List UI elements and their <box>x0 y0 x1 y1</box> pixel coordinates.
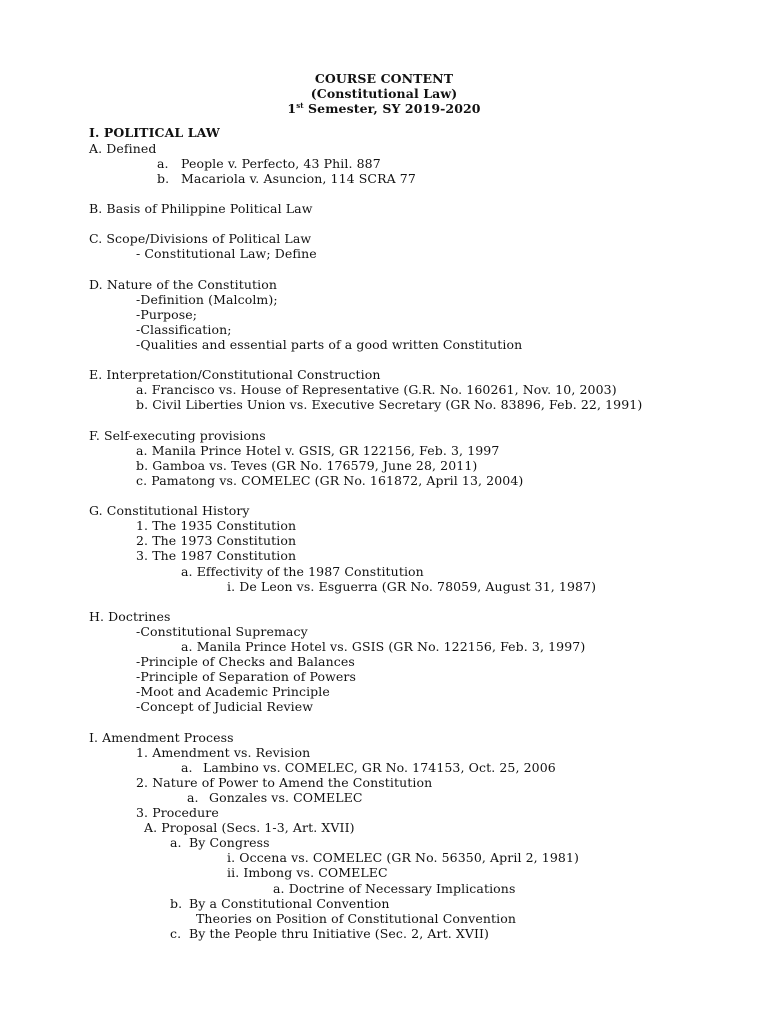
outline-item <box>170 896 390 911</box>
outline-marker: b. <box>170 896 183 911</box>
outline-text: By a Constitutional Convention <box>189 896 390 911</box>
semester-ordinal: 1 <box>287 101 297 116</box>
section-political-law: I. POLITICAL LAW <box>89 125 220 140</box>
outline-item: -Purpose; <box>136 307 198 322</box>
outline-marker: a. <box>187 790 199 805</box>
outline-text: By Congress <box>189 835 270 850</box>
outline-item: a. Francisco vs. House of Representative (G.R. No. 160261, Nov. 10, 2003) <box>136 382 617 397</box>
outline-item: i. De Leon vs. Esguerra (GR No. 78059, August 31, 1987) <box>227 579 597 594</box>
outline-item <box>170 835 270 850</box>
outline-item: b. Civil Liberties Union vs. Executive Secretary (GR No. 83896, Feb. 22, 1991) <box>136 397 643 412</box>
outline-item: -Qualities and essential parts of a good written Constitution <box>136 337 523 352</box>
outline-marker: a. <box>181 760 193 775</box>
course-subtitle: (Constitutional Law) <box>310 86 458 101</box>
outline-item: ii. Imbong vs. COMELEC <box>227 865 388 880</box>
outline-item: C. Scope/Divisions of Political Law <box>89 231 312 246</box>
outline-marker: b. <box>157 171 170 186</box>
outline-item: a. Manila Prince Hotel v. GSIS, GR 122156, Feb. 3, 1997 <box>136 443 500 458</box>
semester-rest: Semester, SY 2019-2020 <box>303 101 481 116</box>
outline-item: A. Proposal (Secs. 1-3, Art. XVII) <box>144 820 355 835</box>
outline-item: a. Manila Prince Hotel vs. GSIS (GR No. 122156, Feb. 3, 1997) <box>181 639 586 654</box>
outline-item: -Moot and Academic Principle <box>136 684 330 699</box>
outline-item <box>181 760 556 775</box>
outline-item: 3. The 1987 Constitution <box>136 548 297 563</box>
outline-item: i. Occena vs. COMELEC (GR No. 56350, April 2, 1981) <box>227 850 579 865</box>
outline-text: By the People thru Initiative (Sec. 2, Art. XVII) <box>189 926 490 941</box>
outline-marker: a. <box>170 835 182 850</box>
semester-ordinal-suffix: st <box>296 100 304 110</box>
semester-line <box>0 101 768 116</box>
outline-text: Macariola v. Asuncion, 114 SCRA 77 <box>181 171 416 186</box>
outline-item: D. Nature of the Constitution <box>89 277 278 292</box>
outline-item: -Concept of Judicial Review <box>136 699 314 714</box>
outline-item: b. Gamboa vs. Teves (GR No. 176579, June 28, 2011) <box>136 458 478 473</box>
outline-item: 2. Nature of Power to Amend the Constitution <box>136 775 433 790</box>
outline-item: Theories on Position of Constitutional Convention <box>196 911 516 926</box>
course-title: COURSE CONTENT <box>314 71 454 86</box>
outline-item: -Constitutional Supremacy <box>136 624 308 639</box>
outline-item: 3. Procedure <box>136 805 219 820</box>
outline-item: - Constitutional Law; Define <box>136 246 317 261</box>
outline-item: c. Pamatong vs. COMELEC (GR No. 161872, April 13, 2004) <box>136 473 524 488</box>
outline-item: 1. Amendment vs. Revision <box>136 745 311 760</box>
outline-item: -Principle of Separation of Powers <box>136 669 357 684</box>
outline-item: 1. The 1935 Constitution <box>136 518 297 533</box>
outline-item <box>170 926 489 941</box>
outline-item <box>157 171 416 186</box>
outline-item: G. Constitutional History <box>89 503 250 518</box>
outline-item: H. Doctrines <box>89 609 171 624</box>
outline-item <box>157 156 381 171</box>
outline-item: F. Self-executing provisions <box>89 428 266 443</box>
outline-item: E. Interpretation/Constitutional Construction <box>89 367 381 382</box>
outline-text: Gonzales vs. COMELEC <box>209 790 363 805</box>
outline-text: Lambino vs. COMELEC, GR No. 174153, Oct. 25, 2006 <box>203 760 556 775</box>
outline-item <box>187 790 363 805</box>
outline-marker: a. <box>157 156 169 171</box>
outline-item: A. Defined <box>89 141 157 156</box>
outline-item: a. Doctrine of Necessary Implications <box>273 881 516 896</box>
outline-item: -Principle of Checks and Balances <box>136 654 355 669</box>
outline-item: 2. The 1973 Constitution <box>136 533 297 548</box>
outline-item: -Definition (Malcolm); <box>136 292 278 307</box>
outline-item: a. Effectivity of the 1987 Constitution <box>181 564 424 579</box>
outline-item: B. Basis of Philippine Political Law <box>89 201 313 216</box>
outline-item: -Classification; <box>136 322 232 337</box>
outline-marker: c. <box>170 926 182 941</box>
outline-text: People v. Perfecto, 43 Phil. 887 <box>181 156 381 171</box>
outline-item: I. Amendment Process <box>89 730 234 745</box>
